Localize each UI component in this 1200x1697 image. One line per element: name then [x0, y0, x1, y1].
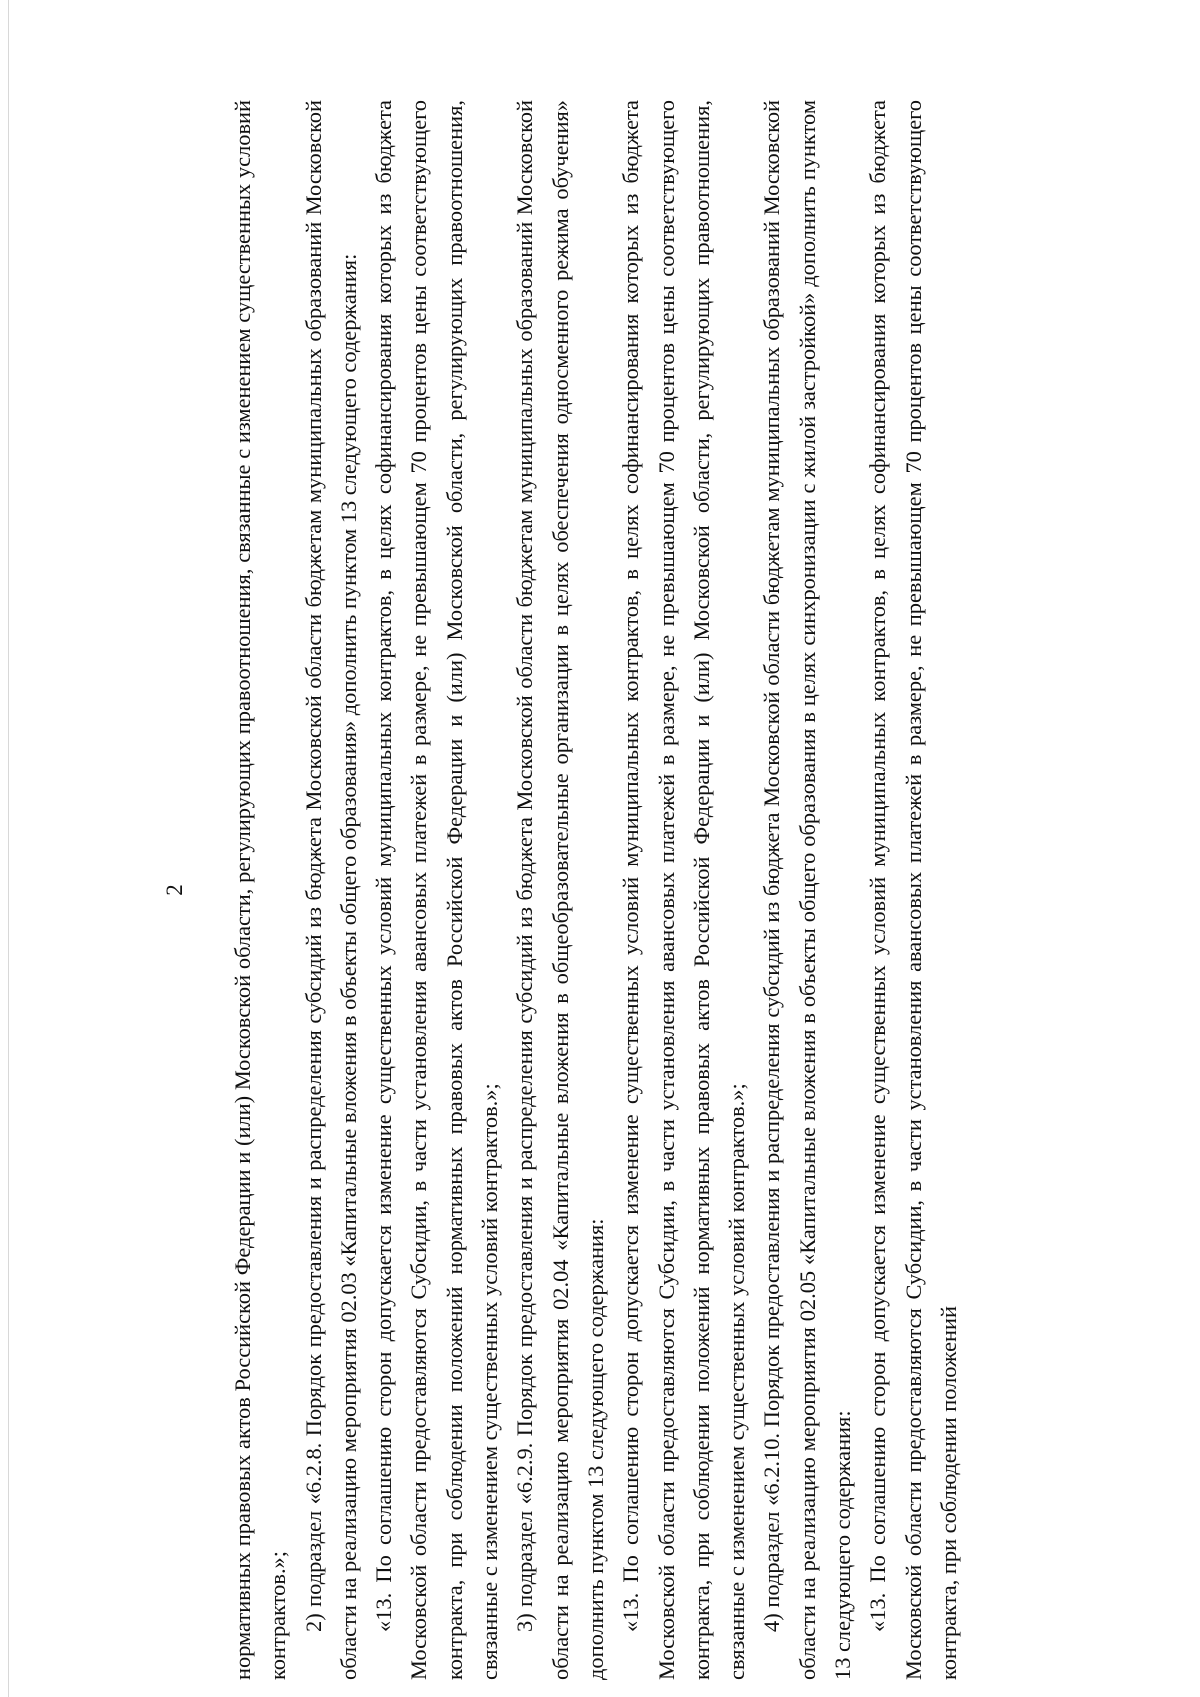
paragraph-point-13-a: «13. По соглашению сторон допускается изменение существенных условий муниципальных контрактов, в целях софинансирования которых из бюджета Московской области предоставляются Субсидии, в части установления авансовых платежей в размере, не превышающем 70 процентов цены соответствующего контракта, при соблюдении положений нормативных правовых актов Российской Федерации и (или) Московской области, регулирующих правоотношения, связанные с изменением существенных условий контрактов.»; — [371, 100, 503, 1680]
paragraph-point-13-b: «13. По соглашению сторон допускается изменение существенных условий муниципальных контрактов, в целях софинансирования которых из бюджета Московской области предоставляются Субсидии, в части установления авансовых платежей в размере, не превышающем 70 процентов цены соответствующего контракта, при соблюдении положений нормативных правовых актов Российской Федерации и (или) Московской области, регулирующих правоотношения, связанные с изменением существенных условий контрактов.»; — [618, 100, 750, 1680]
paragraph-item-2: 2) подраздел «6.2.8. Порядок предоставления и распределения субсидий из бюджета Московской области бюджетам муниципальных образований Московской области на реализацию мероприятия 02.03 «Капитальные вложения в объекты общего образования» дополнить пунктом 13 следующего содержания: — [300, 100, 361, 1680]
scan-edge-line — [8, 0, 9, 1697]
page-number: 2 — [162, 884, 187, 896]
paragraph-continuation: нормативных правовых актов Российской Федерации и (или) Московской области, регулирующих правоотношения, связанные с изменением существенных условий контрактов.»; — [230, 100, 291, 1680]
paragraph-item-3: 3) подраздел «6.2.9. Порядок предоставления и распределения субсидий из бюджета Московской области бюджетам муниципальных образований Московской области на реализацию мероприятия 02.04 «Капитальные вложения в общеобразовательные организации в целях обеспечения односменного режима обучения» дополнить пунктом 13 следующего содержания: — [512, 100, 608, 1680]
paragraph-item-4: 4) подраздел «6.2.10. Порядок предоставления и распределения субсидий из бюджета Московской области бюджетам муниципальных образований Московской области на реализацию мероприятия 02.05 «Капитальные вложения в объекты общего образования в целях синхронизации с жилой застройкой» дополнить пунктом 13 следующего содержания: — [759, 100, 856, 1680]
rotated-text-block — [160, 100, 966, 1680]
paragraph-point-13-c: «13. По соглашению сторон допускается изменение существенных условий муниципальных контрактов, в целях софинансирования которых из бюджета Московской области предоставляются Субсидии, в части установления авансовых платежей в размере, не превышающем 70 процентов цены соответствующего контракта, при соблюдении положений — [865, 100, 961, 1680]
text-column — [225, 100, 966, 1680]
